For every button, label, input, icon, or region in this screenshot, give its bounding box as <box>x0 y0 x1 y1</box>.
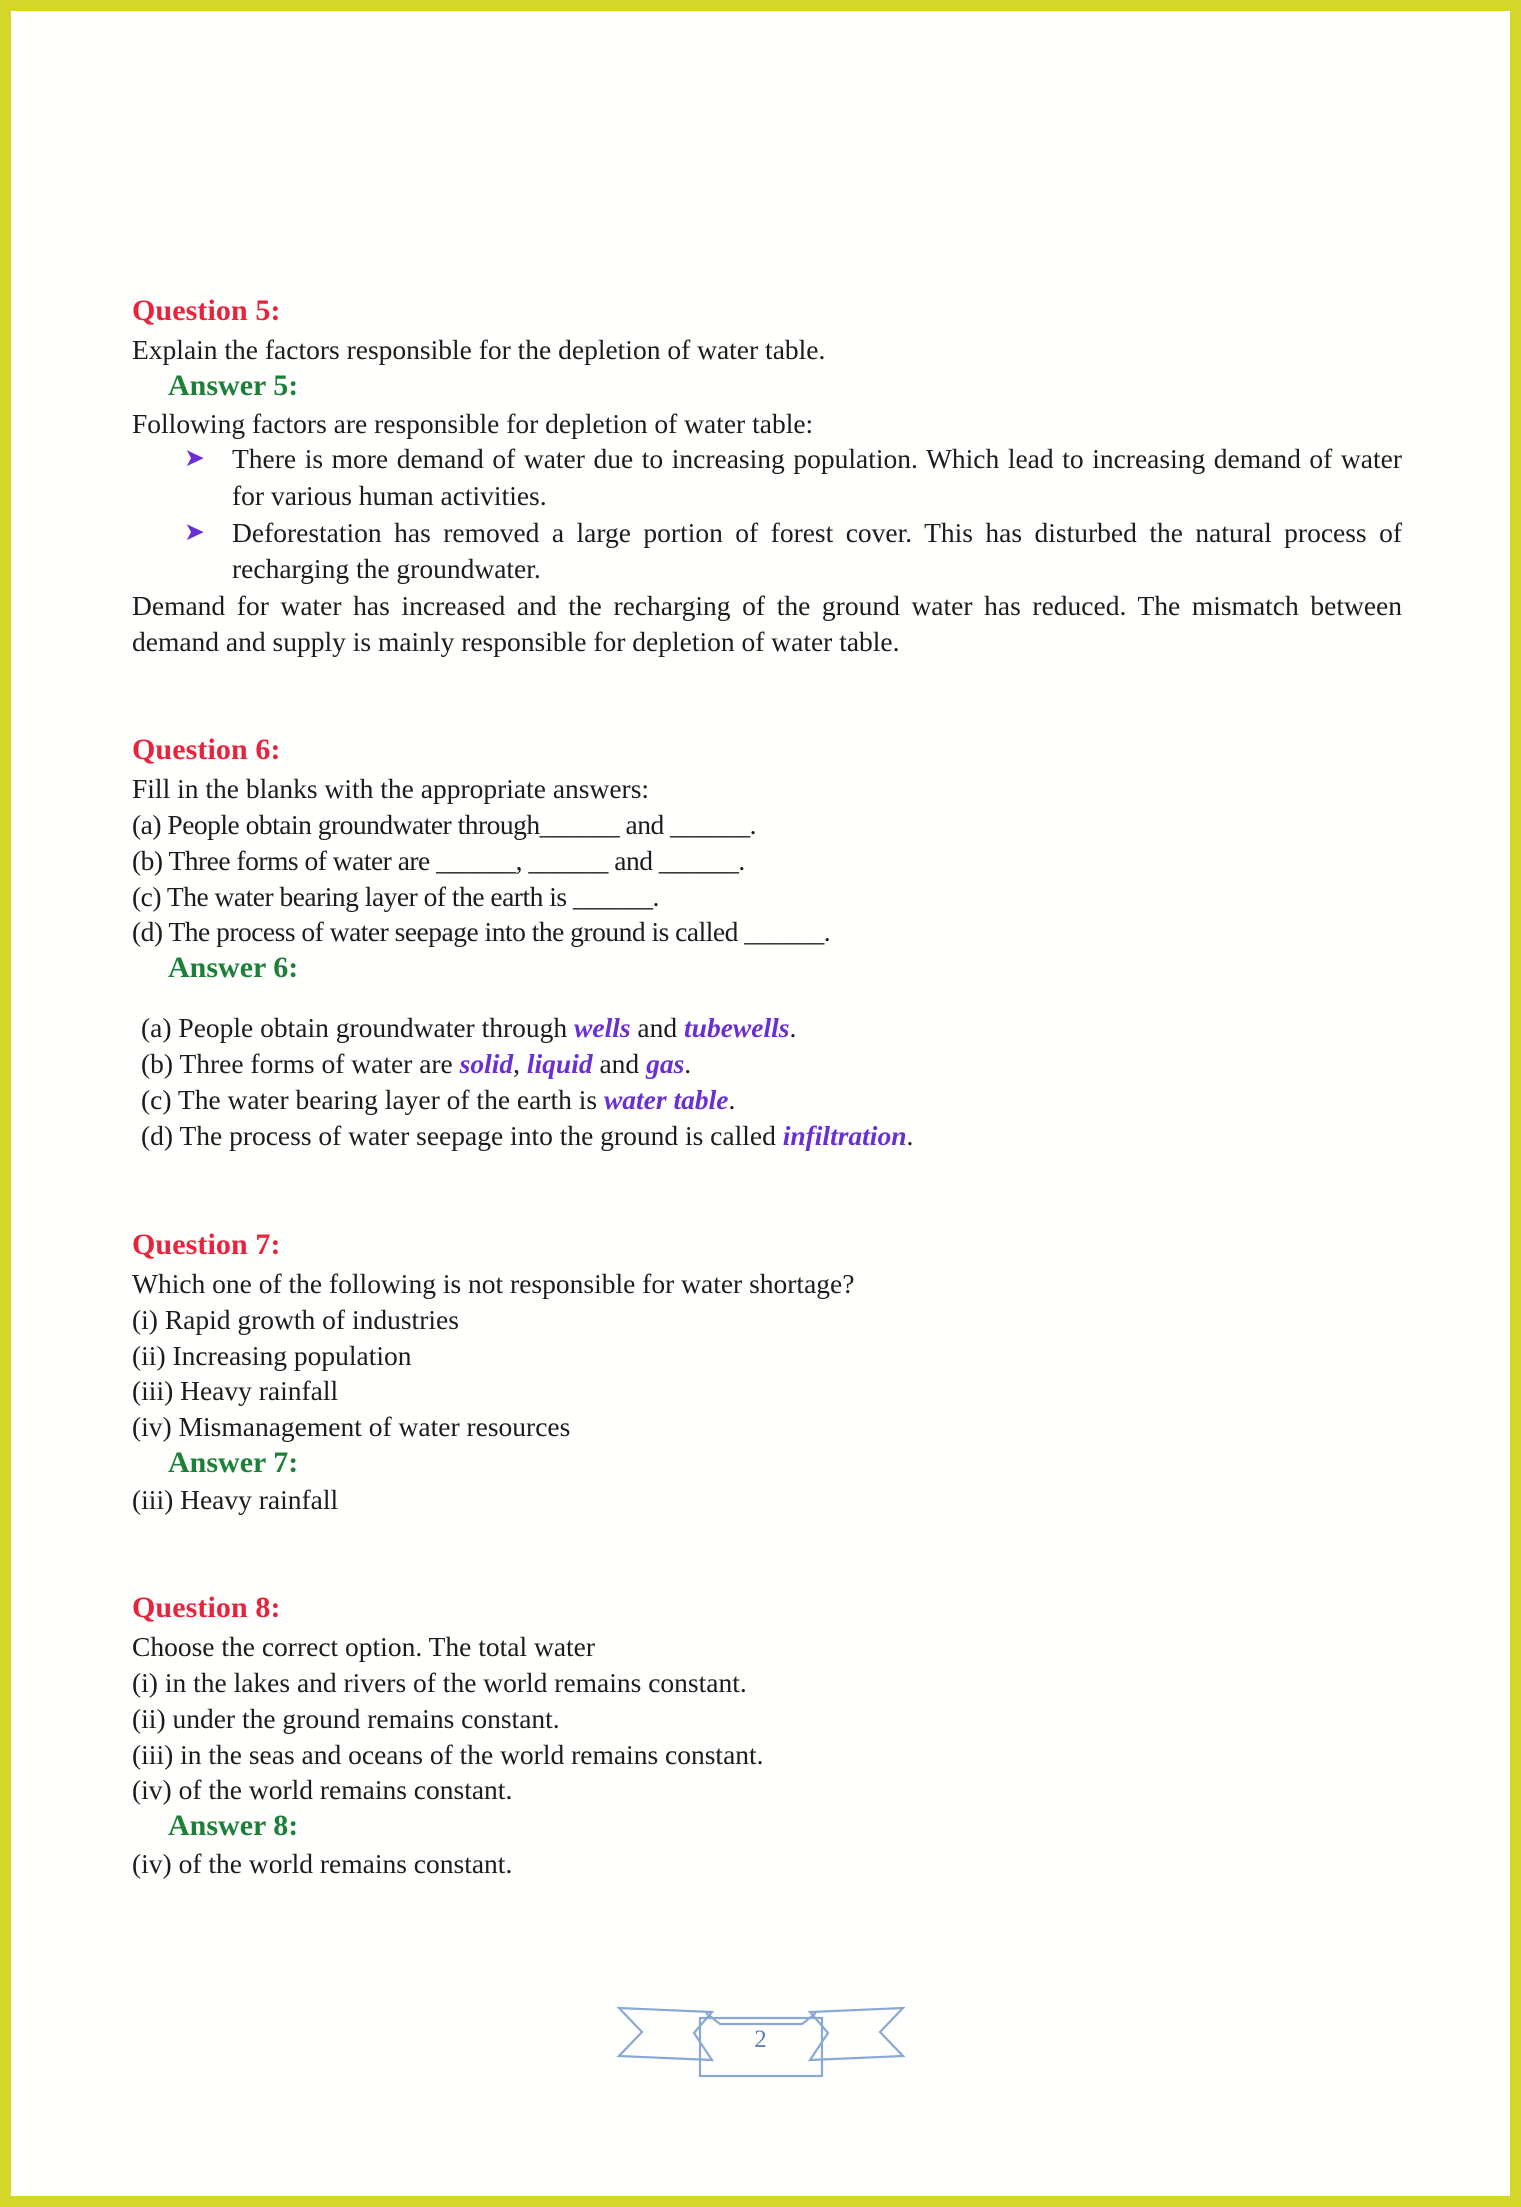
question-6-item-d: (d) The process of water seepage into the ground is called ______. <box>132 916 831 948</box>
answer-text-part: . <box>728 1084 736 1116</box>
answer-5-closing: Demand for water has increased and the recharging of the ground water has reduced. The mismatch between demand and supply is mainly responsible for depletion of water table. <box>132 590 1402 658</box>
page-number: 2 <box>754 2026 767 2053</box>
question-7-option-iii: (iii) Heavy rainfall <box>132 1375 339 1407</box>
answer-6-heading: Answer 6: <box>168 951 299 985</box>
arrow-bullet-icon: ➤ <box>184 518 205 546</box>
answer-6-item-c <box>141 1082 1402 1118</box>
answer-fill-word: water table <box>603 1084 729 1116</box>
answer-fill-word: infiltration <box>782 1120 907 1152</box>
answer-text-part: , <box>513 1047 527 1079</box>
answer-text-part: and <box>630 1011 685 1043</box>
list-item <box>180 515 1402 588</box>
answer-text-part: (a) People obtain groundwater through <box>141 1011 575 1043</box>
spacer <box>132 1518 1402 1590</box>
answer-5-heading: Answer 5: <box>168 369 299 403</box>
answer-text-part: . <box>684 1047 692 1079</box>
section-question-5 <box>132 293 1402 660</box>
page-sheet <box>11 11 1510 2196</box>
list-item <box>180 441 1402 514</box>
answer-5-bullet-list <box>132 441 1402 587</box>
answer-fill-word: solid <box>459 1047 514 1079</box>
section-question-6 <box>132 732 1402 1155</box>
spacer <box>132 1155 1402 1227</box>
page-footer <box>11 1986 1510 2082</box>
spacer <box>132 660 1402 732</box>
question-7-text: Which one of the following is not responsible for water shortage? <box>132 1268 855 1300</box>
ribbon-banner <box>616 1986 906 2082</box>
answer-fill-word: gas <box>646 1047 685 1079</box>
question-8-text: Choose the correct option. The total water <box>132 1631 596 1663</box>
answer-5-intro: Following factors are responsible for depletion of water table: <box>132 407 814 439</box>
list-item-label: Deforestation has removed a large portion of forest cover. This has disturbed the natural process of recharging the groundwater. <box>232 516 1402 585</box>
answer-text-part: . <box>906 1120 914 1152</box>
question-8-option-ii: (ii) under the ground remains constant. <box>132 1702 560 1734</box>
question-8-option-i: (i) in the lakes and rivers of the world remains constant. <box>132 1667 747 1699</box>
document-content <box>132 293 1402 1881</box>
question-6-item-b: (b) Three forms of water are ______, ______ and ______. <box>132 844 745 876</box>
answer-7-text: (iii) Heavy rainfall <box>132 1484 339 1516</box>
answer-text-part: (d) The process of water seepage into the ground is called <box>141 1120 783 1152</box>
answer-6-item-b <box>141 1046 1402 1082</box>
arrow-bullet-icon: ➤ <box>184 445 205 473</box>
answer-6-list <box>132 1010 1402 1155</box>
question-7-option-iv: (iv) Mismanagement of water resources <box>132 1411 571 1443</box>
question-8-option-iii: (iii) in the seas and oceans of the world remains constant. <box>132 1738 764 1770</box>
question-6-heading: Question 6: <box>132 732 281 766</box>
question-7-heading: Question 7: <box>132 1227 281 1261</box>
question-6-item-c: (c) The water bearing layer of the earth is ______. <box>132 880 659 912</box>
question-7-option-ii: (ii) Increasing population <box>132 1339 412 1371</box>
list-item-label: There is more demand of water due to increasing population. Which lead to increasing demand of water for various human activities. <box>232 443 1402 511</box>
section-question-8 <box>132 1590 1402 1881</box>
answer-6-item-a <box>141 1010 1402 1046</box>
spacer <box>132 988 1402 1010</box>
answer-text-part: (c) The water bearing layer of the earth is <box>141 1084 604 1116</box>
question-8-heading: Question 8: <box>132 1590 281 1624</box>
question-5-heading: Question 5: <box>132 294 281 327</box>
section-question-7 <box>132 1227 1402 1518</box>
question-6-item-a: (a) People obtain groundwater through______ and ______. <box>132 809 756 841</box>
answer-7-heading: Answer 7: <box>168 1445 299 1479</box>
question-8-option-iv: (iv) of the world remains constant. <box>132 1774 513 1806</box>
answer-6-item-d <box>141 1118 1402 1154</box>
answer-fill-word: liquid <box>526 1047 593 1079</box>
answer-fill-word: tubewells <box>684 1011 790 1043</box>
answer-text-part: and <box>592 1047 647 1079</box>
answer-text-part: (b) Three forms of water are <box>141 1047 460 1079</box>
answer-8-text: (iv) of the world remains constant. <box>132 1847 513 1879</box>
answer-fill-word: wells <box>574 1011 631 1043</box>
answer-8-heading: Answer 8: <box>168 1809 299 1843</box>
question-7-option-i: (i) Rapid growth of industries <box>132 1303 459 1335</box>
question-5-text: Explain the factors responsible for the depletion of water table. <box>132 334 826 366</box>
answer-text-part: . <box>789 1011 797 1043</box>
question-6-text: Fill in the blanks with the appropriate answers: <box>132 773 650 805</box>
